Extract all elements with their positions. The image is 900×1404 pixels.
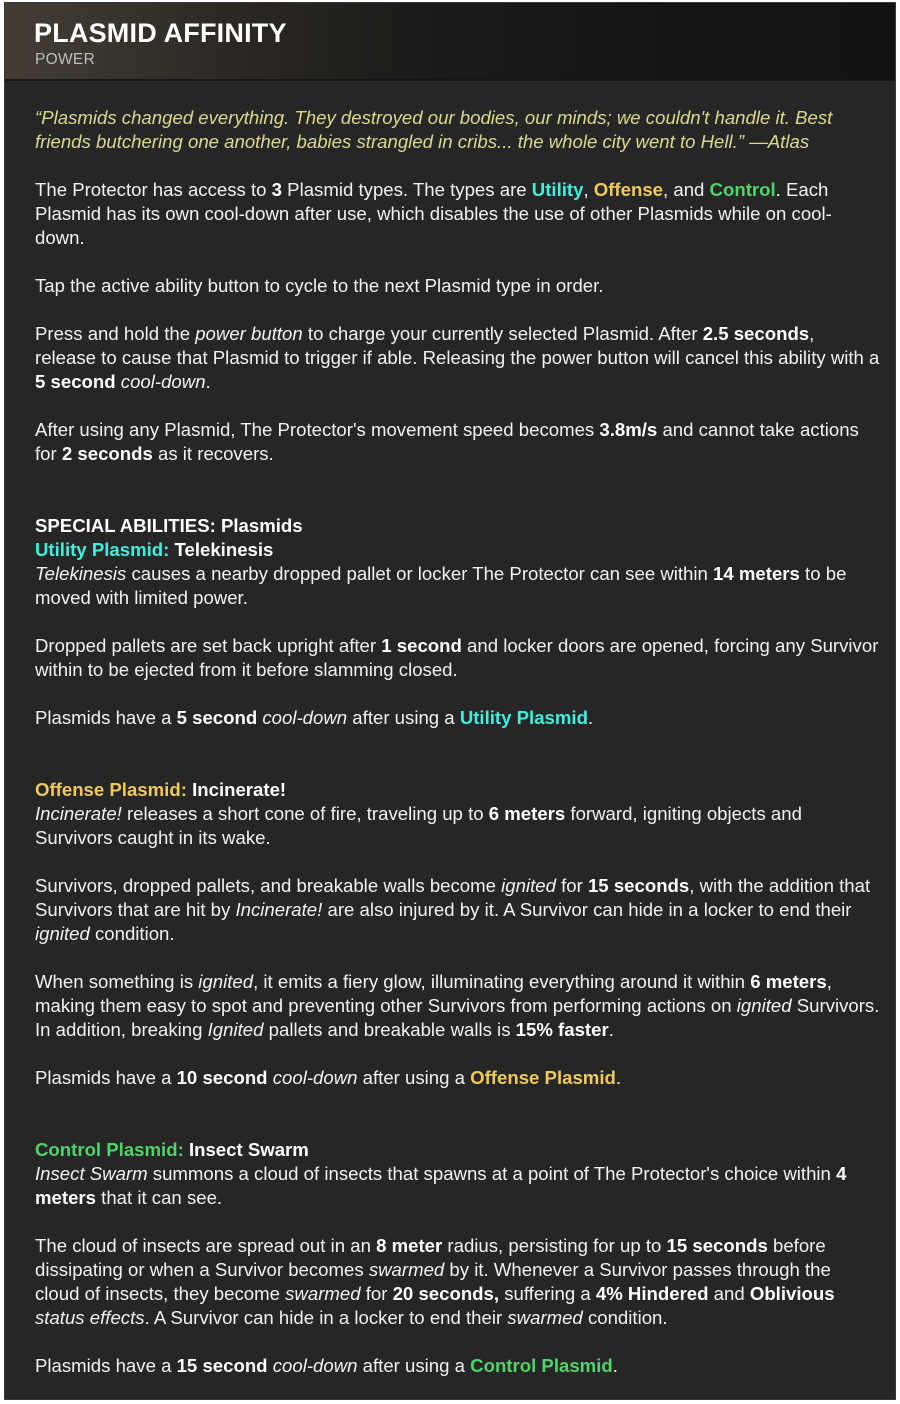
offense-cooldown: Plasmids have a 10 second cool-down after using a Offense Plasmid. [35,1067,622,1088]
utility-plasmid-heading: Utility Plasmid: Telekinesis [35,539,274,560]
offense-plasmid-heading: Offense Plasmid: Incinerate! [35,779,287,800]
type-control: Control [709,179,776,200]
control-plasmid-heading: Control Plasmid: Insect Swarm [35,1139,309,1160]
control-cooldown: Plasmids have a 15 second cool-down after using a Control Plasmid. [35,1355,618,1376]
offense-paragraph-2: Survivors, dropped pallets, and breakable walls become ignited for 15 seconds, with the addition that Survivors that are hit by Incinerate! are also injured by it. A Survivor can hide in a locker to end their ignited condition. [35,875,871,944]
utility-cooldown: Plasmids have a 5 second cool-down after using a Utility Plasmid. [35,707,594,728]
power-description [35,106,880,1378]
power-title: PLASMID AFFINITY [34,18,287,48]
power-panel [4,2,896,1400]
intro-paragraph-charge: Press and hold the power button to charge your currently selected Plasmid. After 2.5 seconds, release to cause that Plasmid to trigger if able. Releasing the power button will cancel this ability with a 5 second cool-down. [35,323,880,392]
type-offense: Offense [593,179,664,200]
type-utility: Utility [531,179,584,200]
intro-paragraph-cycle: Tap the active ability button to cycle to the next Plasmid type in order. [35,275,604,296]
intro-paragraph-recovery: After using any Plasmid, The Protector's movement speed becomes 3.8m/s and cannot take actions for 2 seconds as it recovers. [35,419,859,464]
utility-paragraph-2: Dropped pallets are set back upright after 1 second and locker doors are opened, forcing any Survivor within to be ejected from it before slamming closed. [35,635,879,680]
intro-paragraph-types: The Protector has access to 3 Plasmid types. The types are Utility, Offense, and Control. Each Plasmid has its own cool-down after use, which disables the use of other Plasmids while on cool-down. [35,179,832,248]
flavor-quote: “Plasmids changed everything. They destroyed our bodies, our minds; we couldn't handle it. Best friends butchering one another, babies strangled in cribs... the whole city went to Hell.” —Atlas [35,107,833,152]
offense-paragraph-1: Incinerate! releases a short cone of fire, traveling up to 6 meters forward, igniting objects and Survivors caught in its wake. [35,803,802,848]
utility-paragraph-1: Telekinesis causes a nearby dropped pallet or locker The Protector can see within 14 meters to be moved with limited power. [35,563,847,608]
panel-header [5,3,895,81]
control-paragraph-1: Insect Swarm summons a cloud of insects that spawns at a point of The Protector's choice within 4 meters that it can see. [35,1163,847,1208]
control-paragraph-2: The cloud of insects are spread out in an 8 meter radius, persisting for up to 15 seconds before dissipating or when a Survivor becomes swarmed by it. Whenever a Survivor passes through the cloud of insects, they become swarmed for 20 seconds, suffering a 4% Hindered and Oblivious status effects. A Survivor can hide in a locker to end their swarmed condition. [35,1235,835,1328]
offense-paragraph-3: When something is ignited, it emits a fiery glow, illuminating everything around it within 6 meters, making them easy to spot and preventing other Survivors from performing actions on ignited Survivors. In addition, breaking Ignited pallets and breakable walls is 15% faster. [35,971,880,1040]
power-category: POWER [35,51,96,68]
special-abilities-heading: SPECIAL ABILITIES: Plasmids [35,515,303,536]
